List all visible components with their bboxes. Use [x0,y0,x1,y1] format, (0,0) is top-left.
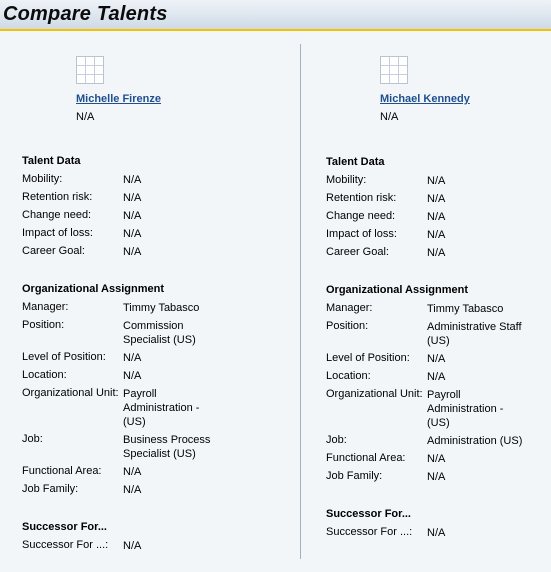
field-label: Successor For ...: [22,539,109,551]
field-value: N/A [123,484,142,496]
field-row-organizational-unit [326,388,551,429]
section-header-org-assignment: Organizational Assignment [22,283,165,295]
field-value: N/A [427,353,446,365]
field-label: Organizational Unit: [326,388,423,400]
field-row-mobility [326,174,551,188]
field-value: N/A [427,229,446,241]
field-label: Location: [22,369,67,381]
field-value: N/A [427,371,446,383]
field-row-position [326,320,551,347]
field-value: N/A [123,174,142,186]
field-row-change-need [326,210,551,224]
field-row-manager [22,301,262,315]
field-label: Change need: [326,210,396,222]
talent-name-link[interactable]: Michael Kennedy [380,93,470,105]
field-row-job [22,433,262,460]
field-label: Level of Position: [22,351,106,363]
field-value: N/A [123,192,142,204]
field-label: Manager: [326,302,373,314]
field-label: Mobility: [326,174,367,186]
field-row-functional-area [326,452,551,466]
field-label: Retention risk: [22,191,93,203]
field-label: Job: [22,433,43,445]
field-value: Payroll Administration - (US) [123,388,200,428]
field-value: N/A [123,370,142,382]
field-row-career-goal [326,246,551,260]
field-label: Retention risk: [326,192,397,204]
field-value: N/A [427,471,446,483]
field-label: Position: [326,320,369,332]
field-label: Mobility: [22,173,63,185]
field-value: N/A [123,466,142,478]
field-label: Functional Area: [326,452,406,464]
field-label: Job Family: [22,483,79,495]
field-label: Level of Position: [326,352,410,364]
page-header [0,0,551,31]
field-row-job-family [22,483,262,497]
field-value: N/A [123,540,142,552]
field-row-job [326,434,551,448]
field-value: N/A [123,210,142,222]
field-value: Administration (US) [427,435,523,447]
field-value: N/A [427,527,446,539]
field-label: Impact of loss: [22,227,93,239]
field-value: N/A [427,193,446,205]
section-header-successor-for: Successor For... [326,508,411,520]
field-label: Career Goal: [22,245,85,257]
field-row-mobility [22,173,262,187]
field-row-level-of-position [22,351,262,365]
field-row-career-goal [22,245,262,259]
field-row-functional-area [22,465,262,479]
field-value: N/A [427,247,446,259]
field-row-location [326,370,551,384]
field-row-successor-for [326,526,551,540]
field-value: Commission Specialist (US) [123,320,196,346]
field-row-job-family [326,470,551,484]
person-photo-placeholder-icon [76,56,104,84]
section-header-org-assignment: Organizational Assignment [326,284,469,296]
field-value: N/A [427,175,446,187]
field-row-impact-of-loss [326,228,551,242]
field-row-successor-for [22,539,262,553]
field-row-change-need [22,209,262,223]
field-label: Manager: [22,301,69,313]
field-label: Career Goal: [326,246,389,258]
field-value: N/A [123,352,142,364]
page-title: Compare Talents [3,3,168,25]
column-divider [300,44,301,559]
field-value: N/A [427,211,446,223]
field-value: N/A [123,246,142,258]
talent-name-link[interactable]: Michelle Firenze [76,93,161,105]
field-label: Location: [326,370,371,382]
field-row-level-of-position [326,352,551,366]
field-value: Timmy Tabasco [427,303,504,315]
field-label: Successor For ...: [326,526,413,538]
field-value: Administrative Staff (US) [427,321,522,347]
section-header-successor-for: Successor For... [22,521,107,533]
field-row-organizational-unit [22,387,262,428]
talent-subtitle: N/A [76,111,95,123]
field-label: Change need: [22,209,92,221]
person-photo-placeholder-icon [380,56,408,84]
field-label: Position: [22,319,65,331]
talent-subtitle: N/A [380,111,399,123]
field-row-impact-of-loss [22,227,262,241]
field-label: Functional Area: [22,465,102,477]
field-label: Organizational Unit: [22,387,119,399]
field-label: Job: [326,434,347,446]
field-label: Job Family: [326,470,383,482]
section-header-talent-data: Talent Data [22,155,81,167]
field-row-manager [326,302,551,316]
field-row-position [22,319,262,346]
field-row-location [22,369,262,383]
field-row-retention-risk [326,192,551,206]
field-value: Payroll Administration - (US) [427,389,504,429]
section-header-talent-data: Talent Data [326,156,385,168]
field-value: N/A [123,228,142,240]
field-value: N/A [427,453,446,465]
field-label: Impact of loss: [326,228,397,240]
field-row-retention-risk [22,191,262,205]
field-value: Timmy Tabasco [123,302,200,314]
field-value: Business Process Specialist (US) [123,434,211,460]
